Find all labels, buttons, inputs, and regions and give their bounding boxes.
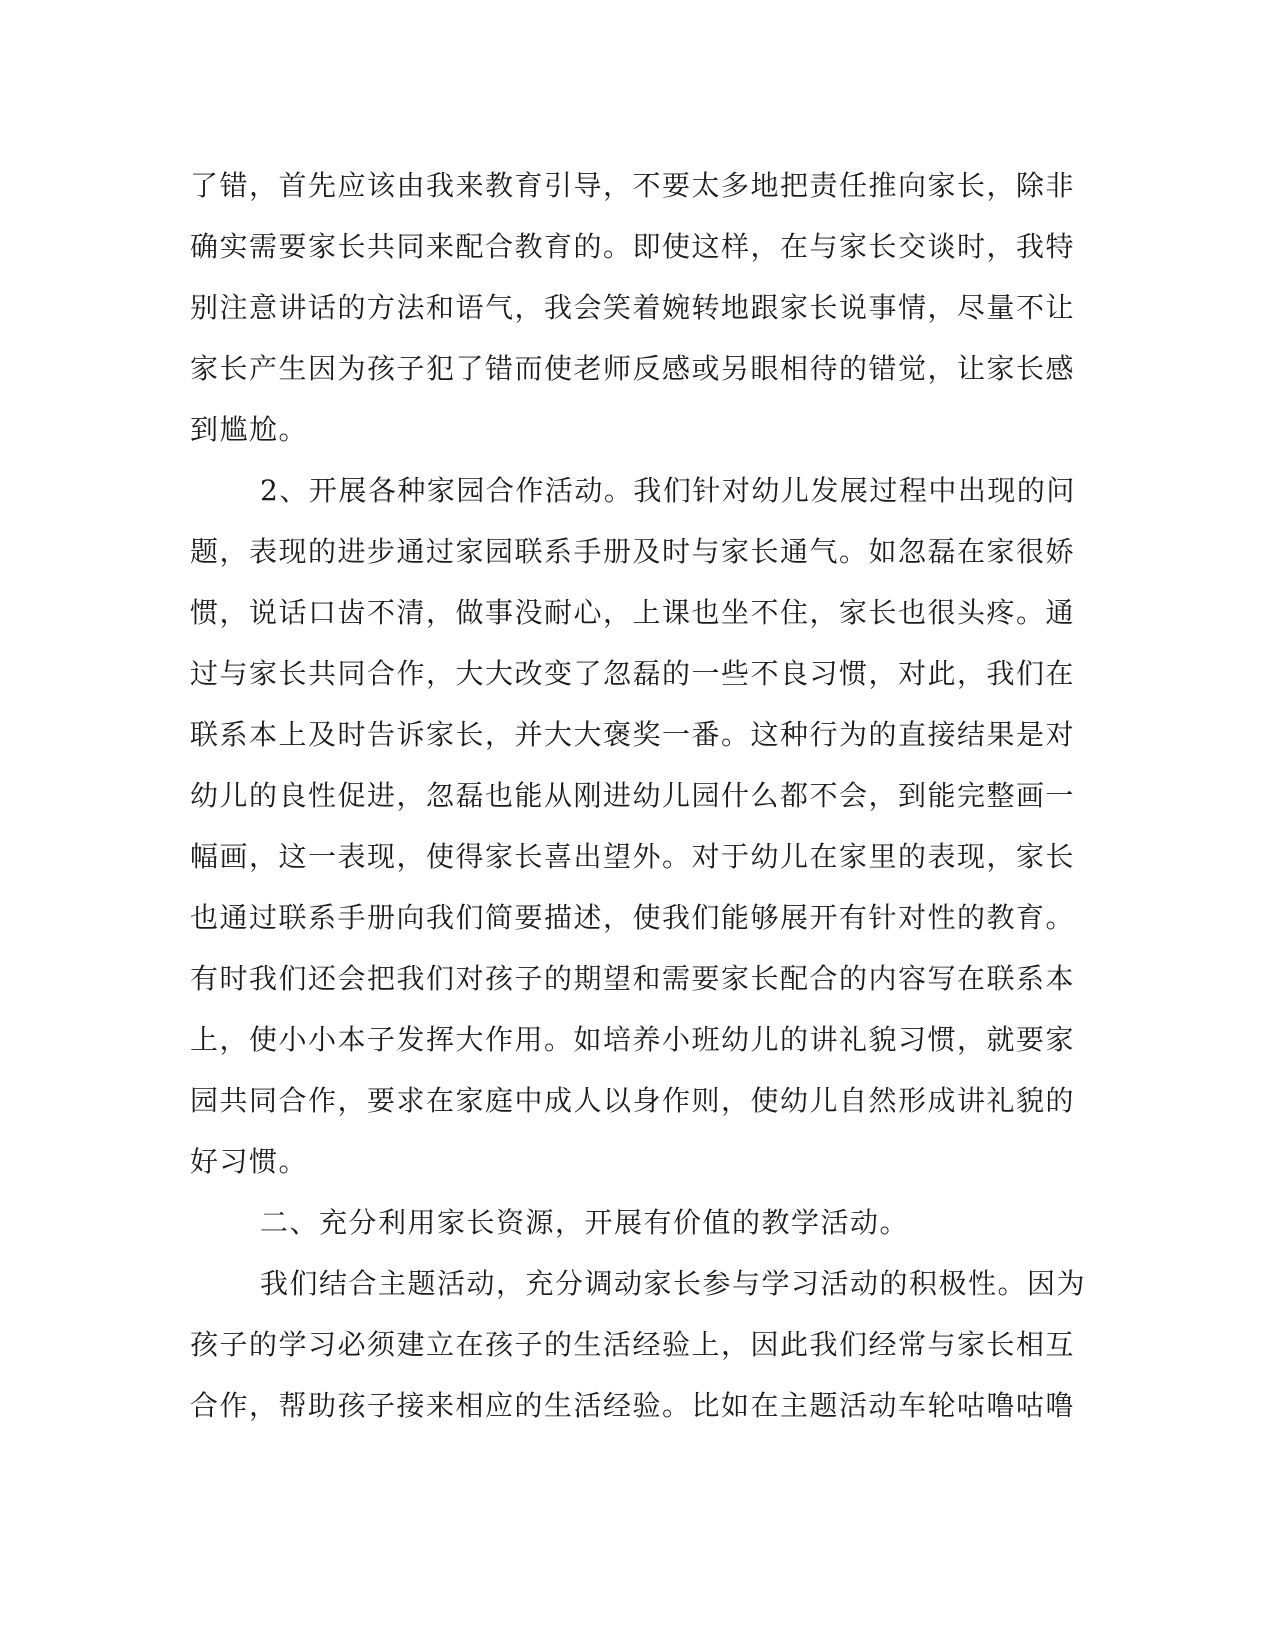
paragraph-start-line: 我们结合主题活动，充分调动家长参与学习活动的积极性。因为 (260, 1267, 1087, 1300)
text-line: 好习惯。 (190, 1145, 309, 1178)
text-line: 合作，帮助孩子接来相应的生活经验。比如在主题活动车轮咕噜咕噜 (190, 1389, 1076, 1422)
paragraph-start-line: 2、开展各种家园合作活动。我们针对幼儿发展过程中出现的问 (260, 474, 1076, 507)
text-line: 惯，说话口齿不清，做事没耐心，上课也坐不住，家长也很头疼。通 (190, 596, 1076, 629)
text-line: 园共同合作，要求在家庭中成人以身作则，使幼儿自然形成讲礼貌的 (190, 1084, 1076, 1117)
text-line: 家长产生因为孩子犯了错而使老师反感或另眼相待的错觉，让家长感 (190, 352, 1076, 385)
text-line: 幅画，这一表现，使得家长喜出望外。对于幼儿在家里的表现，家长 (190, 840, 1076, 873)
section-heading: 二、充分利用家长资源，开展有价值的教学活动。 (260, 1206, 910, 1239)
text-line: 到尴尬。 (190, 413, 309, 446)
text-line: 联系本上及时告诉家长，并大大褒奖一番。这种行为的直接结果是对 (190, 718, 1076, 751)
text-line: 过与家长共同合作，大大改变了忽磊的一些不良习惯，对此，我们在 (190, 657, 1076, 690)
text-line: 了错，首先应该由我来教育引导，不要太多地把责任推向家长，除非 (190, 169, 1076, 202)
text-line: 别注意讲话的方法和语气，我会笑着婉转地跟家长说事情，尽量不让 (190, 291, 1076, 324)
text-line: 题，表现的进步通过家园联系手册及时与家长通气。如忽磊在家很娇 (190, 535, 1076, 568)
text-line: 有时我们还会把我们对孩子的期望和需要家长配合的内容写在联系本 (190, 962, 1076, 995)
text-line: 幼儿的良性促进，忽磊也能从刚进幼儿园什么都不会，到能完整画一 (190, 779, 1076, 812)
text-line: 上，使小小本子发挥大作用。如培养小班幼儿的讲礼貌习惯，就要家 (190, 1023, 1076, 1056)
text-line: 也通过联系手册向我们简要描述，使我们能够展开有针对性的教育。 (190, 901, 1076, 934)
document-body (190, 155, 1087, 1436)
text-line: 确实需要家长共同来配合教育的。即使这样，在与家长交谈时，我特 (190, 230, 1076, 263)
text-line: 孩子的学习必须建立在孩子的生活经验上，因此我们经常与家长相互 (190, 1328, 1076, 1361)
